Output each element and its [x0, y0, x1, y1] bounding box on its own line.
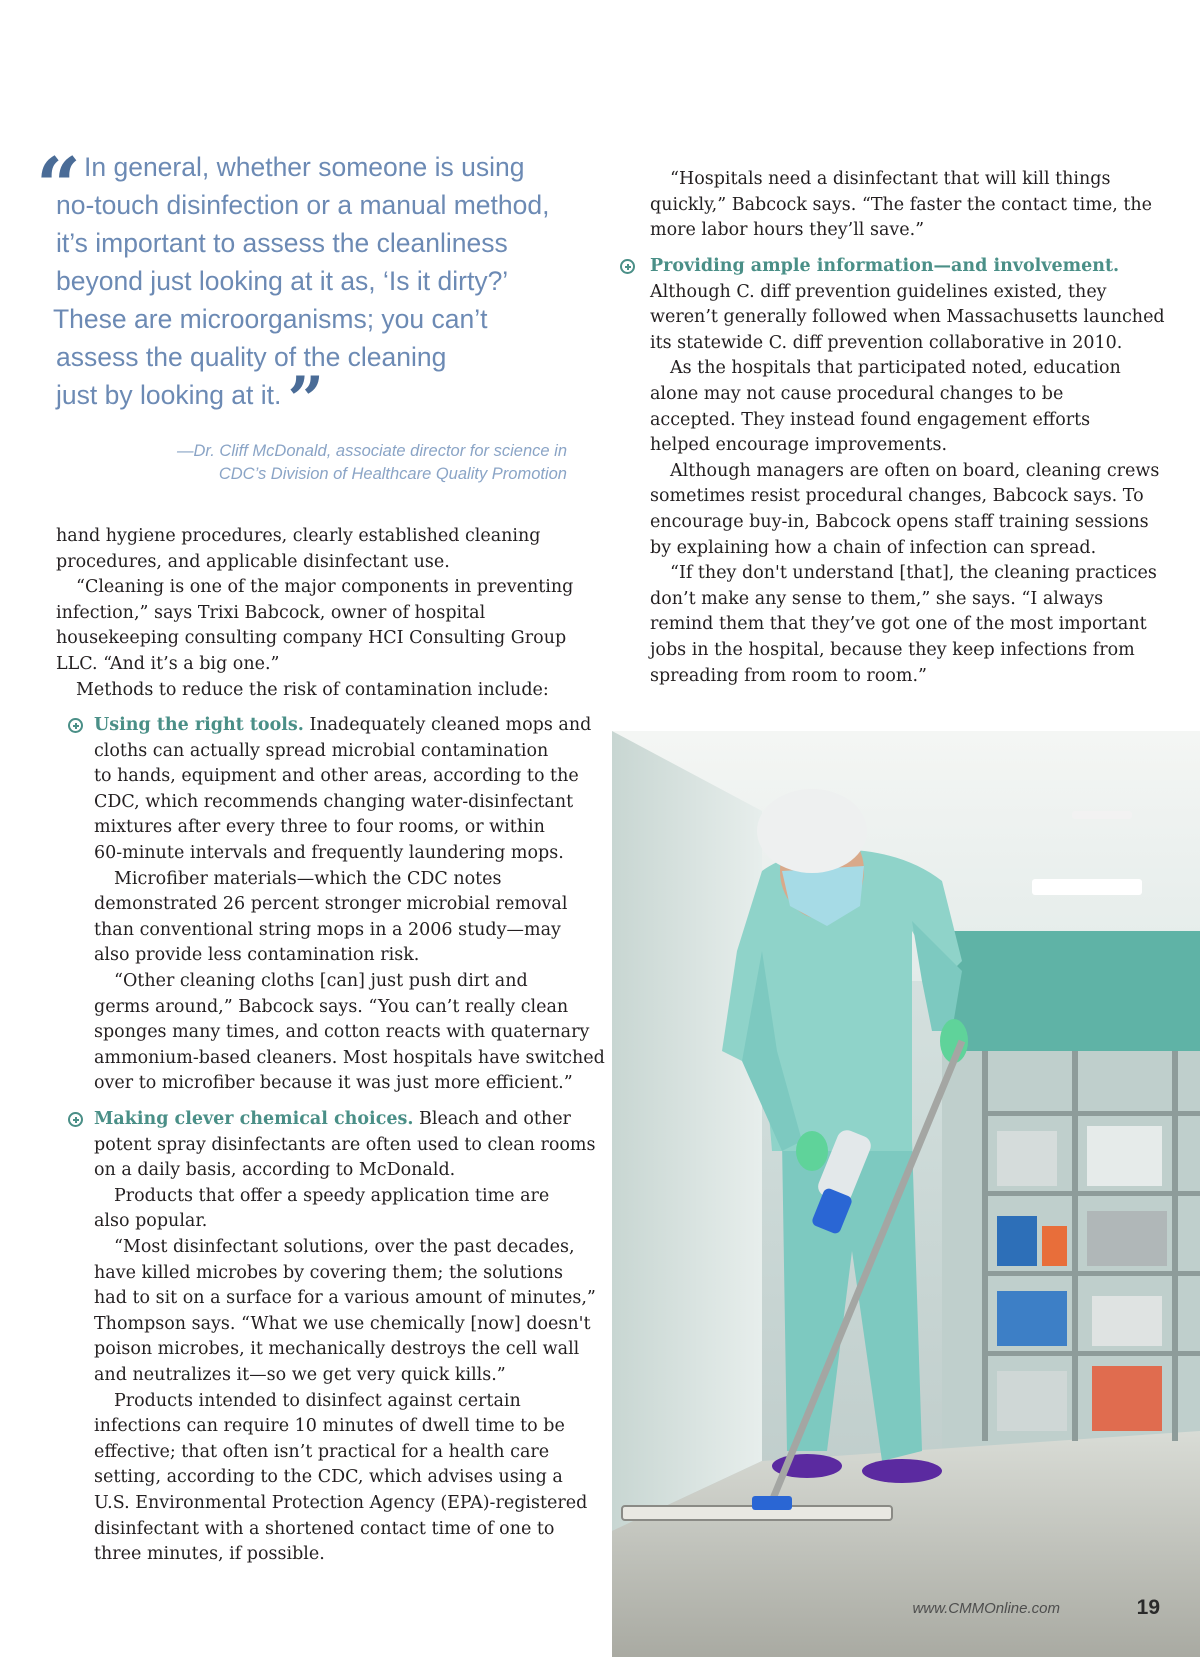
pull-quote-line: just by looking at it. — [56, 380, 282, 410]
text-line: alone may not cause procedural changes to be — [650, 383, 1064, 404]
text-line: “Hospitals need a disinfectant that will kill things — [670, 169, 1111, 189]
section-heading: Making clever chemical choices. — [94, 1109, 414, 1129]
plus-circle-icon — [68, 718, 83, 733]
bullet-section-information — [650, 254, 1195, 689]
text-line: poison microbes, it mechanically destroys the cell wall — [94, 1339, 580, 1360]
text-line: ammonium-based cleaners. Most hospitals have switched — [94, 1047, 605, 1068]
pull-quote-line: In general, whether someone is using — [84, 152, 525, 182]
text-line: Products intended to disinfect against certain — [114, 1390, 521, 1411]
plus-circle-icon — [68, 1112, 83, 1127]
section-heading: Using the right tools. — [94, 715, 304, 735]
photo-illustration — [612, 731, 1200, 1657]
attribution-line: —Dr. Cliff McDonald, associate director for science in — [176, 442, 567, 460]
text-line: sometimes resist procedural changes, Babcock says. To — [650, 486, 1144, 507]
text-line: spreading from room to room.” — [650, 665, 927, 686]
text-line: disinfectant with a shortened contact time of one to — [94, 1518, 555, 1539]
section-heading: Providing ample information—and involvement. — [650, 256, 1120, 276]
text-line: Microfiber materials—which the CDC notes — [114, 868, 502, 889]
text-line: don’t make any sense to them,” she says. “I always — [650, 588, 1104, 609]
plus-circle-icon — [620, 259, 635, 274]
text-line: germs around,” Babcock says. “You can’t really clean — [94, 996, 569, 1017]
text-line: hand hygiene procedures, clearly established cleaning — [56, 526, 541, 546]
text-line: infections can require 10 minutes of dwell time to be — [94, 1416, 565, 1437]
text-line: housekeeping consulting company HCI Consulting Group — [56, 628, 567, 649]
text-line: infection,” says Trixi Babcock, owner of hospital — [56, 602, 486, 623]
pull-quote-line: These are microorganisms; you can’t — [53, 304, 488, 334]
text-line: LLC. “And it’s a big one.” — [56, 653, 280, 674]
text-line: had to sit on a surface for a various amount of minutes,” — [94, 1288, 596, 1309]
text-line: procedures, and applicable disinfectant use. — [56, 551, 450, 572]
pull-quote-line: no-touch disinfection or a manual method, — [56, 190, 550, 220]
bullet-section-tools — [94, 713, 604, 1097]
text-line: “Cleaning is one of the major components in preventing — [76, 577, 574, 598]
text-line: remind them that they’ve got one of the most important — [650, 614, 1147, 635]
text-line: and neutralizes it—so we get very quick kills.” — [94, 1364, 506, 1385]
text-line: on a daily basis, according to McDonald. — [94, 1160, 456, 1181]
attribution-line: CDC’s Division of Healthcare Quality Promotion — [218, 465, 567, 483]
text-line: cloths can actually spread microbial contamination — [94, 740, 549, 761]
text-line: Although managers are often on board, cleaning crews — [670, 460, 1160, 481]
close-quote-icon: ” — [287, 363, 320, 438]
left-column — [56, 524, 596, 703]
pull-quote-line: it’s important to assess the cleanliness — [56, 228, 508, 258]
text-line: encourage buy-in, Babcock opens staff training sessions — [650, 511, 1149, 532]
bullet-section-chemicals — [94, 1107, 604, 1568]
pull-quote-attribution — [60, 440, 567, 486]
text-line: “Other cleaning cloths [can] just push dirt and — [114, 970, 528, 991]
pull-quote-line: beyond just looking at it as, ‘Is it dirty?’ — [56, 266, 509, 296]
text-line: mixtures after every three to four rooms, or within — [94, 817, 545, 838]
text-line: than conventional string mops in a 2006 study—may — [94, 919, 561, 940]
text-line: effective; that often isn’t practical for a health care — [94, 1441, 550, 1462]
photo-cleaner-mopping — [612, 731, 1200, 1657]
footer-url[interactable]: www.CMMOnline.com — [912, 1600, 1060, 1617]
text-line: Methods to reduce the risk of contamination include: — [76, 679, 549, 700]
text-line: to hands, equipment and other areas, according to the — [94, 766, 579, 787]
text-line: also popular. — [94, 1211, 208, 1232]
pull-quote-line: assess the quality of the cleaning — [56, 342, 447, 372]
text-line: also provide less contamination risk. — [94, 945, 420, 966]
right-column — [650, 167, 1195, 244]
text-line: U.S. Environmental Protection Agency (EPA)-registered — [94, 1492, 588, 1513]
open-quote-icon: “ — [36, 141, 75, 232]
text-line: setting, according to the CDC, which advises using a — [94, 1467, 563, 1488]
text-line: potent spray disinfectants are often used to clean rooms — [94, 1134, 596, 1155]
text-line: 60-minute intervals and frequently laundering mops. — [94, 842, 564, 863]
text-line: sponges many times, and cotton reacts with quaternary — [94, 1022, 590, 1043]
text-line: As the hospitals that participated noted, education — [670, 358, 1121, 379]
pull-quote — [36, 141, 596, 438]
text-line: accepted. They instead found engagement efforts — [650, 409, 1091, 430]
text-line: “Most disinfectant solutions, over the past decades, — [114, 1236, 575, 1257]
text-line: demonstrated 26 percent stronger microbial removal — [94, 894, 568, 915]
text-line: Bleach and other — [413, 1109, 571, 1129]
text-line: weren’t generally followed when Massachusetts launched — [650, 307, 1165, 328]
text-line: have killed microbes by covering them; the solutions — [94, 1262, 563, 1283]
text-line: helped encourage improvements. — [650, 435, 948, 456]
text-line: by explaining how a chain of infection can spread. — [650, 537, 1097, 558]
text-line: three minutes, if possible. — [94, 1544, 325, 1565]
text-line: CDC, which recommends changing water-disinfectant — [94, 791, 574, 812]
text-line: Inadequately cleaned mops and — [303, 715, 592, 735]
text-line: its statewide C. diff prevention collaborative in 2010. — [650, 332, 1123, 353]
page-number: 19 — [1136, 1596, 1160, 1619]
text-line: quickly,” Babcock says. “The faster the contact time, the — [650, 194, 1152, 215]
text-line: Products that offer a speedy application time are — [114, 1185, 550, 1206]
text-line: more labor hours they’ll save.” — [650, 220, 925, 241]
text-line: Thompson says. “What we use chemically [now] doesn't — [94, 1313, 591, 1334]
text-line: over to microfiber because it was just more efficient.” — [94, 1073, 573, 1094]
text-line: jobs in the hospital, because they keep infections from — [650, 639, 1135, 660]
text-line: “If they don't understand [that], the cleaning practices — [670, 563, 1157, 584]
text-line: Although C. diff prevention guidelines existed, they — [650, 281, 1107, 302]
